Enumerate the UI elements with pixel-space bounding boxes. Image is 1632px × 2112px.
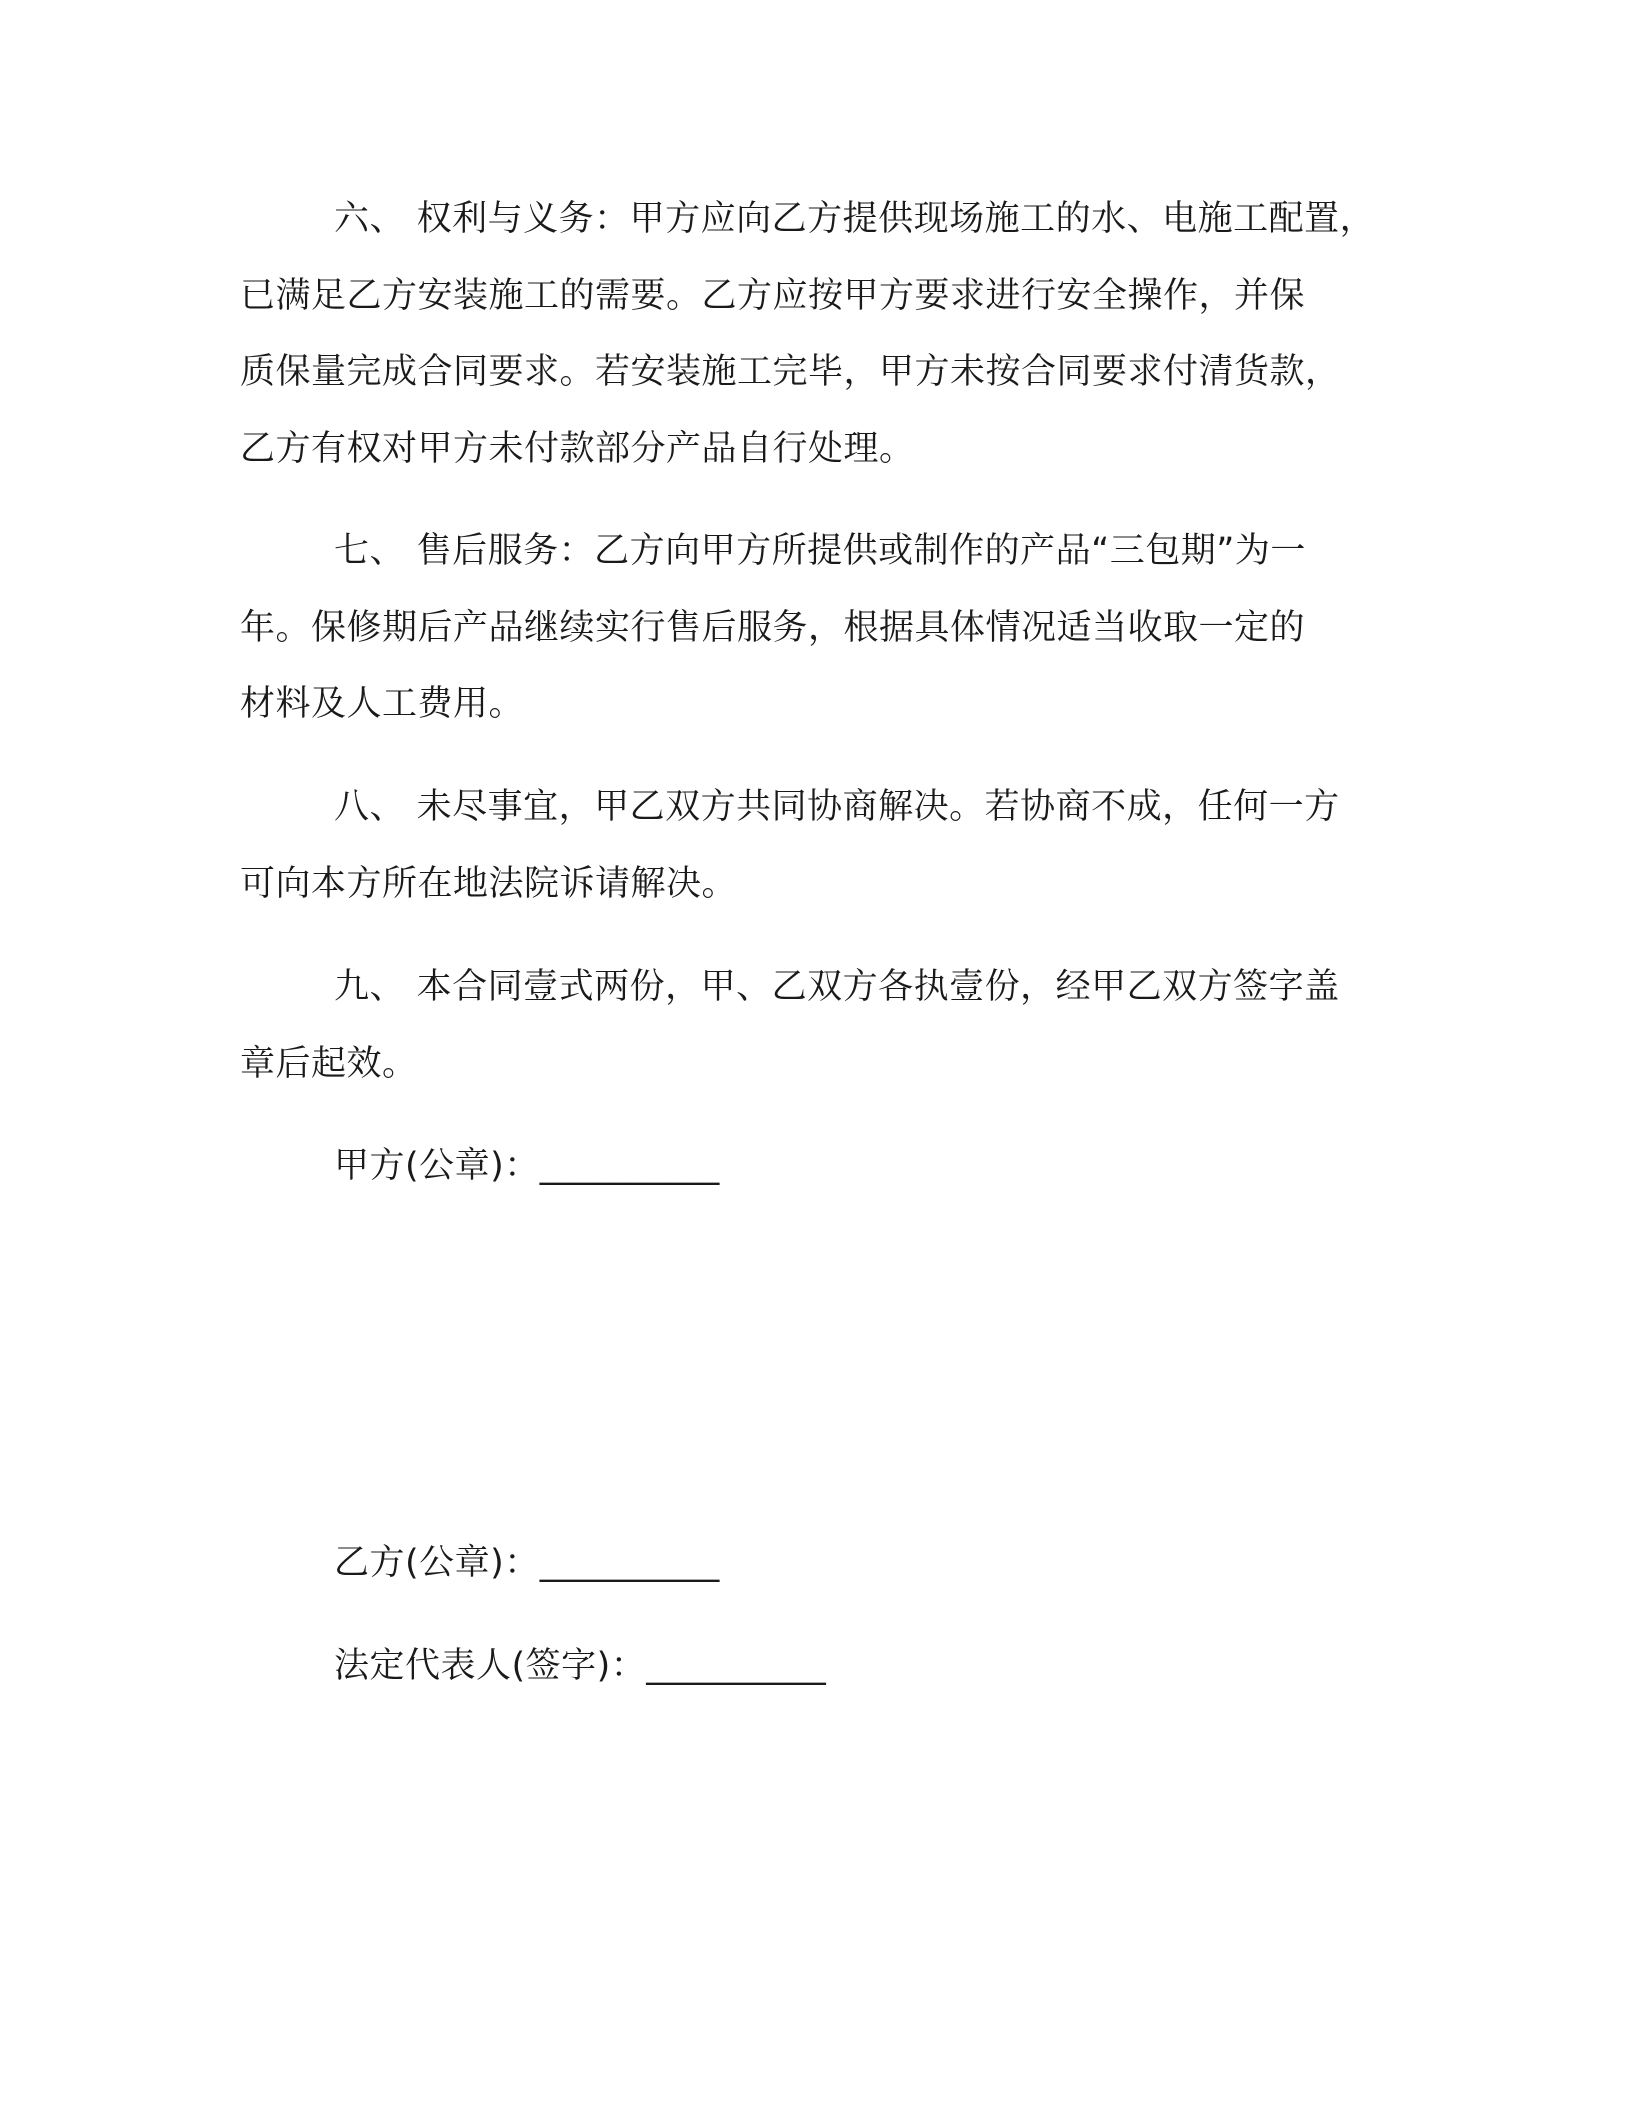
clause-8-line-1: 八、 未尽事宜，甲乙双方共同协商解决。若协商不成，任何一方 bbox=[334, 787, 1340, 827]
clause-9-line-2: 章后起效。 bbox=[240, 1044, 418, 1084]
clause-9-line-1: 九、 本合同壹式两份，甲、乙双方各执壹份，经甲乙双方签字盖 bbox=[334, 967, 1340, 1007]
clause-7-line-2: 年。保修期后产品继续实行售后服务，根据具体情况适当收取一定的 bbox=[240, 608, 1306, 648]
clause-7-line-1: 七、 售后服务：乙方向甲方所提供或制作的产品“三包期”为一 bbox=[334, 531, 1306, 571]
legal-rep-signature-line: 法定代表人(签字)：__________ bbox=[334, 1646, 827, 1686]
clause-6-line-3: 质保量完成合同要求。若安装施工完毕，甲方未按合同要求付清货款， bbox=[240, 352, 1341, 392]
clause-8-line-2: 可向本方所在地法院诉请解决。 bbox=[240, 864, 738, 904]
clause-6-line-2: 已满足乙方安装施工的需要。乙方应按甲方要求进行安全操作，并保 bbox=[240, 276, 1306, 316]
clause-7-line-3: 材料及人工费用。 bbox=[240, 684, 525, 724]
party-b-seal-line: 乙方(公章)：__________ bbox=[334, 1543, 720, 1583]
party-a-seal-line: 甲方(公章)：__________ bbox=[334, 1146, 720, 1186]
clause-6-line-4: 乙方有权对甲方未付款部分产品自行处理。 bbox=[240, 429, 915, 469]
clause-6-line-1: 六、 权利与义务：甲方应向乙方提供现场施工的水、电施工配置， bbox=[334, 199, 1376, 239]
